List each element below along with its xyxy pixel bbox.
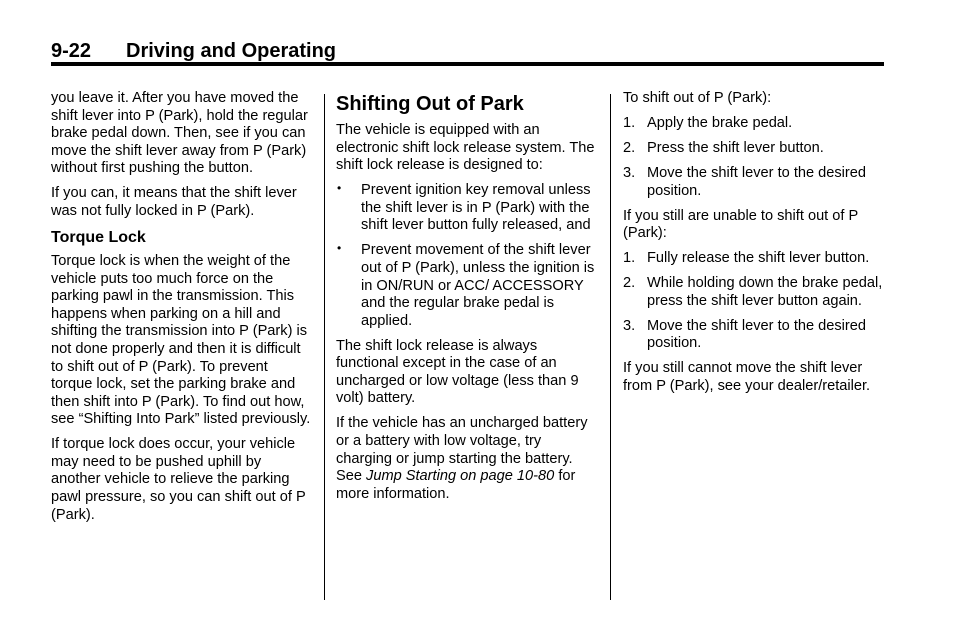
cross-reference-link[interactable]: Jump Starting on page 10-80 (366, 468, 555, 485)
column-1 (51, 90, 313, 532)
paragraph: Torque lock is when the weight of the vehicle puts too much force on the parking pawl in the transmission. This happens when parking on a hill and shifting the transmission into P (Park) is not done properly and then it is difficult to shift out of P (Park). To prevent torque lock, set the parking brake and then shift into P (Park). To find out how, see “Shifting Into Park” listed previously. (51, 252, 311, 428)
step-number: 2. (623, 139, 636, 156)
paragraph: To shift out of P (Park): (623, 90, 772, 106)
list-item (623, 318, 885, 353)
step-number: 1. (623, 250, 636, 267)
section-title: Driving and Operating (126, 40, 337, 62)
list-item-text: While holding down the brake pedal, press the shift lever button again. (647, 275, 883, 309)
list-item-text: Fully release the shift lever button. (647, 250, 870, 267)
header-rule (51, 62, 884, 66)
step-number: 3. (623, 317, 636, 334)
step-number: 1. (623, 114, 636, 131)
paragraph: If you still are unable to shift out of P (Park): (623, 207, 858, 242)
list-item (623, 250, 885, 268)
paragraph (336, 415, 600, 503)
numbered-list (623, 115, 885, 200)
text: If the vehicle has an uncharged battery or a battery with low voltage, try charging or jump starting the battery. See (336, 415, 588, 485)
step-number: 3. (623, 164, 636, 181)
paragraph: If torque lock does occur, your vehicle may need to be pushed uphill by another vehicle to relieve the parking pawl pressure, so you can shift out of P (Park). (51, 436, 306, 523)
list-item (336, 242, 600, 330)
heading-shifting-out-of-park: Shifting Out of Park (336, 93, 524, 115)
page-number: 9-22 (51, 40, 92, 62)
list-item (336, 182, 600, 235)
subheading-torque-lock: Torque Lock (51, 228, 146, 246)
paragraph: you leave it. After you have moved the shift lever into P (Park), hold the regular brake pedal down. Then, see if you can move the shift lever away from P (Park) without first pushing the button. (51, 90, 308, 177)
step-number: 2. (623, 275, 636, 292)
paragraph: If you can, it means that the shift lever was not fully locked in P (Park). (51, 185, 297, 219)
bullet-icon: • (337, 241, 342, 256)
bullet-list (336, 182, 600, 330)
list-item-text: Move the shift lever to the desired position. (647, 164, 867, 199)
list-item-text: Prevent movement of the shift lever out of P (Park), unless the ignition is in ON/RUN or ACC/ ACCESSORY and the regular brake pedal is applied. (361, 242, 595, 329)
paragraph: The vehicle is equipped with an electronic shift lock release system. The shift lock release is designed to: (336, 122, 595, 174)
column-3 (623, 90, 885, 403)
paragraph: The shift lock release is always functional except in the case of an uncharged or low voltage (less than 9 volt) battery. (336, 337, 579, 407)
text: for more information. (336, 468, 576, 502)
list-item-text: Apply the brake pedal. (647, 114, 793, 131)
column-2 (336, 90, 600, 511)
list-item (623, 140, 885, 158)
column-divider-2 (610, 94, 611, 600)
list-item (623, 115, 885, 133)
list-item (623, 165, 885, 200)
list-item-text: Press the shift lever button. (647, 139, 824, 156)
numbered-list (623, 250, 885, 353)
list-item-text: Move the shift lever to the desired position. (647, 317, 867, 352)
list-item-text: Prevent ignition key removal unless the shift lever is in P (Park) with the shift lever button fully released, and (361, 182, 591, 234)
list-item (623, 275, 885, 310)
paragraph: If you still cannot move the shift lever from P (Park), see your dealer/retailer. (623, 360, 871, 394)
column-divider-1 (324, 94, 325, 600)
bullet-icon: • (337, 181, 342, 196)
